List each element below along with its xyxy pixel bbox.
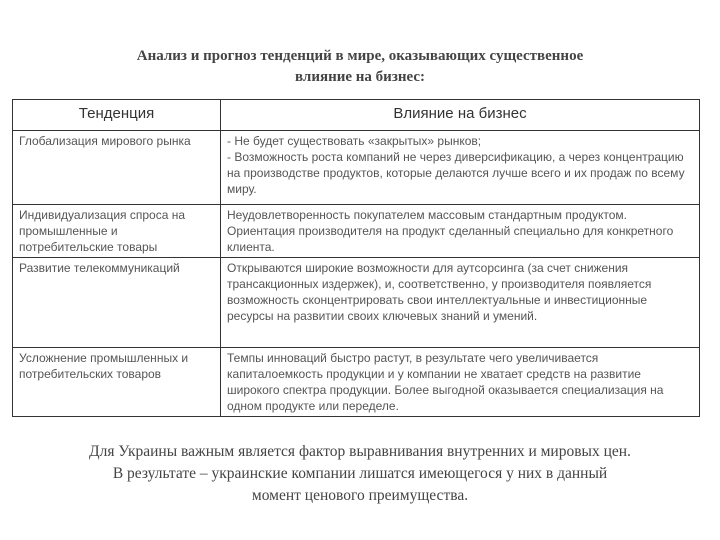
- cell-impact: Неудовлетворенность покупателем массовым стандартным продуктом. Ориентация производителя на продукт сделанный специально для конкретного клиента.: [221, 205, 700, 258]
- table-row: [13, 348, 700, 417]
- trends-table-container: [12, 99, 699, 430]
- cell-trend: Развитие телекоммуникаций: [13, 258, 221, 348]
- table-row: [13, 258, 700, 348]
- trends-table: [12, 99, 700, 417]
- cell-impact: Темпы инноваций быстро растут, в результате чего увеличивается капиталоемкость продукции и у компании не хватает средств на развитие широкого спектра продукции. Более выгодной оказывается специализация на одном продукте или переделе.: [221, 348, 700, 417]
- cell-trend: Глобализация мирового рынка: [13, 131, 221, 205]
- conclusion-text: [20, 441, 700, 507]
- cell-trend: Усложнение промышленных и потребительских товаров: [13, 348, 221, 417]
- cell-trend: Индивидуализация спроса на промышленные и потребительские товары: [13, 205, 221, 258]
- conclusion-line-1: Для Украины важным является фактор выравнивания внутренних и мировых цен.: [89, 443, 631, 460]
- table-header-row: [13, 100, 700, 131]
- header-impact: Влияние на бизнес: [221, 100, 700, 131]
- title-line-1: Анализ и прогноз тенденций в мире, оказывающих существенное: [136, 48, 584, 64]
- impact-line: - Не будет существовать «закрытых» рынков;: [227, 134, 482, 148]
- title-line-2: влияние на бизнес:: [295, 69, 425, 85]
- cell-impact: [221, 131, 700, 205]
- conclusion-line-2: В результате – украинские компании лишатся имеющегося у них в данный: [112, 465, 608, 482]
- table-row: [13, 131, 700, 205]
- slide-title: [80, 46, 640, 88]
- conclusion-line-3: момент ценового преимущества.: [251, 487, 469, 504]
- impact-line: - Возможность роста компаний не через диверсификацию, а через концентрацию на производстве продуктов, которые делаются лучше всего и их продаж по всему миру.: [227, 150, 685, 196]
- table-row: [13, 205, 700, 258]
- cell-impact: Открываются широкие возможности для аутсорсинга (за счет снижения трансакционных издержек), и, соответственно, у производителя появляется возможность сконцентрировать свои интеллектуальные и инвестиционные ресурсы на развитии своих ключевых знаний и умений.: [221, 258, 700, 348]
- header-trend: Тенденция: [13, 100, 221, 131]
